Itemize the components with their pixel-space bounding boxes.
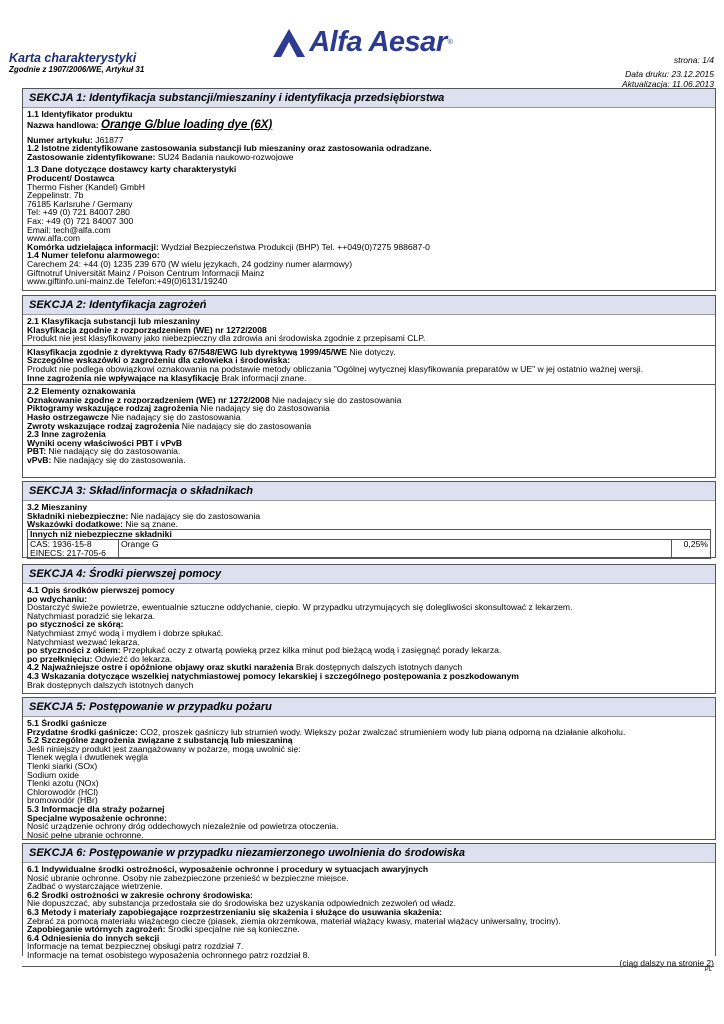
print-date: Data druku: 23.12.2015 — [625, 69, 714, 79]
page-number: strona: 1/4 — [673, 55, 714, 65]
s3-add-value: Nie są znane. — [125, 520, 178, 529]
s4-h42-value: Brak dostępnych dalszych istotnych danych — [295, 663, 463, 672]
s6-l64: Informacje na temat bezpiecznej obsługi patrz rozdział 7. — [27, 942, 244, 951]
s3-percent: 0,25% — [672, 539, 711, 558]
s5-line: Tlenki siarki (SOx) — [27, 761, 98, 771]
s5-line: Jeśli niniejszy produkt jest zaangażowany w pożarze, mogą uwolnić się: — [27, 744, 301, 754]
s1-line: www.alfa.com — [27, 234, 81, 243]
s4-inh-label: po wdychaniu: — [27, 594, 88, 604]
document-title: Karta charakterystyki — [9, 51, 137, 65]
s4-inh-line: Natychmiast poradzić się lekarza. — [27, 611, 155, 621]
s6-l61: Zadbać o wystarczające wietrzenie. — [27, 882, 163, 891]
s4-skin-line: Natychmiast wezwać lekarza. — [27, 637, 140, 647]
s3-nonhaz-head: Innych niż niebezpieczne składniki — [28, 529, 711, 539]
section-3 — [22, 481, 716, 558]
s2-picto-value: Nie nadający się do zastosowania — [200, 404, 330, 413]
s3-einecs: EINECS: 217-705-6 — [30, 547, 106, 558]
s2-vpvb-value: Nie nadający się do zastosowania. — [53, 455, 186, 465]
s1-h11: 1.1 Identyfikator produktu — [27, 110, 133, 119]
s2-special-text: Produkt nie podlega obowiązkowi oznakowania na podstawie metody obliczania "Ogólnej wytycznej klasyfikowania preparatów w UE" w jej ostatnio ważnej wersji. — [27, 363, 644, 374]
s2-special-head: Szczególne wskazówki o zagrożeniu dla człowieka i środowiska: — [27, 356, 291, 365]
s2-phrases-label: Zwroty wskazujące rodzaj zagrożenia — [27, 421, 180, 431]
section-4-title: SEKCJA 4: Środki pierwszej pomocy — [23, 565, 715, 584]
s1-art-value: J61877 — [95, 135, 124, 145]
s2-signal-value: Nie nadający się do zastosowania — [111, 412, 241, 422]
s6-h63: 6.3 Metody i materiały zapobiegające rozprzestrzenianiu się skażenia i służące do usuwania skażenia: — [27, 907, 443, 917]
s2-h23: 2.3 Inne zagrożenia — [27, 430, 106, 439]
s5-h52: 5.2 Szczególne zagrożenia związane z substancją lub mieszaniną — [27, 736, 293, 745]
s1-line: Thermo Fisher (Kandel) GmbH — [27, 182, 145, 192]
alfa-aesar-triangle-logo-icon — [271, 28, 307, 58]
s4-h41: 4.1 Opis środków pierwszej pomocy — [27, 586, 175, 595]
s2-dir-label: Klasyfikacja zgodnie z dyrektywą Rady 67/548/EWG lub dyrektywą 1999/45/WE — [27, 347, 348, 357]
section-1 — [22, 88, 716, 291]
section-2 — [22, 295, 716, 478]
s4-inh-line: Dostarczyć świeże powietrze, ewentualnie sztuczne oddychanie, ciepło. W przypadku utrzymujących się dolegliwości skonsultować z lekarzem. — [27, 603, 573, 612]
continued-note: (ciąg dalszy na stronie 2) — [619, 958, 714, 968]
s3-cas: CAS: 1936-15-8 — [30, 538, 92, 549]
s6-l61: Nosić ubranie ochronne. Osoby nie zabezpieczone przenieść w bezpieczne miejsce. — [27, 873, 349, 883]
s1-h12: 1.2 Istotne zidentyfikowane zastosowania substancji lub mieszaniny oraz zastosowania odradzane. — [27, 144, 432, 153]
s1-trade-value: Orange G/blue loading dye (6X) — [101, 118, 273, 131]
s3-h32: 3.2 Mieszaniny — [27, 503, 88, 512]
s2-pbt-label: PBT: — [27, 447, 47, 456]
s4-swallow-value: Odwieźć do lekarza. — [94, 654, 173, 664]
s2-h21: 2.1 Klasyfikacja substancji lub mieszaniny — [27, 317, 200, 326]
s1-h14: 1.4 Numer telefonu alarmowego: — [27, 251, 160, 260]
section-1-title: SEKCJA 1: Identyfikacja substancji/mieszaniny i identyfikacja przedsiębiorstwa — [23, 89, 715, 108]
s2-lab-value: Nie nadający się do zastosowania — [271, 395, 402, 405]
s2-clp-head: Klasyfikacja zgodnie z rozporządzeniem (WE) nr 1272/2008 — [27, 325, 267, 335]
s3-add-label: Wskazówki dodatkowe: — [27, 520, 123, 529]
s4-h43-value: Brak dostępnych dalszych istotnych danych — [27, 680, 194, 690]
s5-h53: 5.3 Informacje dla straży pożarnej — [27, 804, 165, 814]
s4-h42-label: 4.2 Najważniejsze ostre i opóźnione objawy oraz skutki narażenia — [27, 663, 294, 672]
document-regulation: Zgodnie z 1907/2006/WE, Artykuł 31 — [9, 65, 145, 74]
s4-eye-value: Przepłukać oczy z otwartą powieką przez kilka minut pod bieżącą wodą i zasięgnąć porady lekarza. — [123, 646, 502, 655]
s1-trade-label: Nazwa handlowa: — [27, 119, 99, 130]
s1-line: Email: tech@alfa.com — [27, 225, 111, 235]
s3-haz-label: Składniki niebezpieczne: — [27, 511, 129, 521]
s5-ext-label: Przydatne środki gaśnicze: — [27, 727, 138, 737]
s1-line: Tel: +49 (0) 721 84007 280 — [27, 208, 130, 217]
s6-l63: Zebrać za pomocą materiału wiążącego ciecze (piasek, ziemia okrzemkowa, materiał wiążący kwasy, materiał wiążący uniwersalny, trociny). — [27, 916, 561, 926]
s6-h61: 6.1 Indywidualne środki ostrożności, wyposażenie ochronne i procedury w sytuacjach awaryjnych — [27, 865, 429, 874]
s1-use-value: SU24 Badania naukowo-rozwojowe — [157, 152, 294, 162]
s2-signal-label: Hasło ostrzegawcze — [27, 412, 109, 422]
s1-em-line: Giftnotruf Universität Mainz / Poison Centrum Informacji Mainz — [27, 268, 265, 278]
s2-pbt-value: Nie nadający się do zastosowania. — [48, 447, 181, 456]
s6-prev-label: Zapobieganie wtórnych zagrożeń: — [27, 925, 166, 934]
language-code: PL — [704, 967, 712, 973]
s6-h64: 6.4 Odniesienia do innych sekcji — [27, 933, 160, 943]
section-4 — [22, 564, 716, 694]
s2-phrases-value: Nie nadający się do zastosowania — [181, 421, 312, 431]
s2-lab-label: Oznakowanie zgodne z rozporządzeniem (WE) nr 1272/2008 — [27, 395, 270, 405]
s5-line: bromowodór (HBr) — [27, 796, 98, 805]
s1-line: 76185 Karlsruhe / Germany — [27, 199, 133, 209]
s5-h51: 5.1 Środki gaśnicze — [27, 719, 107, 728]
logo-text: Alfa Aesar — [309, 26, 447, 58]
section-6-title: SEKCJA 6: Postępowanie w przypadku niezamierzonego uwolnienia do środowiska — [23, 844, 715, 863]
s1-producer-label: Producent/ Dostawca — [27, 173, 115, 183]
s1-line: Fax: +49 (0) 721 84007 300 — [27, 216, 134, 226]
document-header-left — [9, 52, 144, 75]
s5-ext-value: CO2, proszek gaśniczy lub strumień wody. Większy pożar zwalczać strumieniem wody lub pianą odporną na działanie alkoholu. — [140, 727, 626, 737]
s5-equip-line: Nosić urządzenie ochrony dróg oddechowych niezależnie od powietrza otoczenia. — [27, 822, 339, 831]
s1-h13: 1.3 Dane dotyczące dostawcy karty charakterystyki — [27, 165, 237, 174]
s5-equip-head: Specjalne wyposażenie ochronne: — [27, 813, 167, 823]
s4-h43: 4.3 Wskazania dotyczące wszelkiej natychmiastowej pomocy lekarskiej i szczególnego postępowania z poszkodowanym — [27, 671, 519, 681]
s5-line: Sodium oxide — [27, 770, 80, 780]
s5-line: Tlenki azotu (NOx) — [27, 779, 99, 788]
document-header-right — [622, 55, 714, 89]
section-3-title: SEKCJA 3: Skład/informacja o składnikach — [23, 482, 715, 501]
table-row — [28, 539, 711, 558]
s1-info-label: Komórka udzielająca informacji: — [27, 242, 159, 252]
s2-vpvb-label: vPvB: — [27, 455, 52, 465]
s4-swallow-label: po przełknięciu: — [27, 654, 93, 664]
s4-skin-label: po styczności ze skórą: — [27, 620, 124, 629]
s4-eye-label: po styczności z okiem: — [27, 646, 121, 655]
s2-clp-text: Produkt nie jest klasyfikowany jako niebezpieczny dla zdrowia ani środowiska zgodnie z przepisami CLP. — [27, 334, 426, 343]
s3-haz-value: Nie nadający się do zastosowania — [130, 511, 261, 521]
section-5 — [22, 697, 716, 840]
s2-pbt-head: Wyniki oceny właściwości PBT i vPvB — [27, 438, 183, 448]
s4-skin-line: Natychmiast zmyć wodą i mydłem i dobrze spłukać. — [27, 628, 224, 638]
s6-l62: Nie dopuszczać, aby substancja przedostała sie do środowiska bez uzyskania odpowiednich zezwoleń od władz. — [27, 899, 456, 908]
s2-dir-value: Nie dotyczy. — [349, 347, 396, 357]
section-5-title: SEKCJA 5: Postępowanie w przypadku pożaru — [23, 698, 715, 717]
logo-registered-mark: ® — [447, 39, 453, 46]
s5-equip-line: Nosić pełne ubranie ochronne. — [27, 830, 144, 840]
section-6 — [22, 843, 716, 960]
s6-prev-value: Środki specjalne nie są konieczne. — [167, 925, 300, 934]
s1-info-value: Wydział Bezpieczeństwa Produkcji (BHP) Tel. ++049(0)7275 988687-0 — [161, 242, 430, 252]
s2-other-value: Brak informacji znane. — [221, 373, 307, 383]
s1-art-label: Numer artykułu: — [27, 135, 93, 145]
s5-line: Chlorowodór (HCl) — [27, 787, 99, 797]
s5-line: Tlenek węgla i dwutlenek węgla — [27, 753, 148, 762]
s2-picto-label: Piktogramy wskazujące rodzaj zagrożenia — [27, 404, 198, 413]
s6-h62: 6.2 Środki ostrożności w zakresie ochrony środowiska: — [27, 890, 253, 900]
s2-h22: 2.2 Elementy oznakowania — [27, 387, 136, 396]
ingredients-table — [27, 529, 711, 559]
s1-line: Zeppelinstr. 7b — [27, 191, 84, 200]
s1-em-line: www.giftinfo.uni-mainz.de Telefon:+49(0)6131/19240 — [27, 277, 228, 286]
s6-l64: Informacje na temat osobistego wyposażenia ochronnego patrz rozdział 8. — [27, 950, 310, 960]
s1-em-line: Carechem 24: +44 (0) 1235 239 670 (W wielu językach, 24 godziny numer alarmowy) — [27, 259, 353, 269]
section-2-title: SEKCJA 2: Identyfikacja zagrożeń — [23, 296, 715, 315]
s2-other-label: Inne zagrożenia nie wpływające na klasyfikację — [27, 373, 220, 383]
update-date: Aktualizacja: 11.06.2013 — [622, 79, 714, 89]
s3-name: Orange G — [119, 539, 672, 558]
s1-use-label: Zastosowanie zidentyfikowane: — [27, 152, 156, 162]
